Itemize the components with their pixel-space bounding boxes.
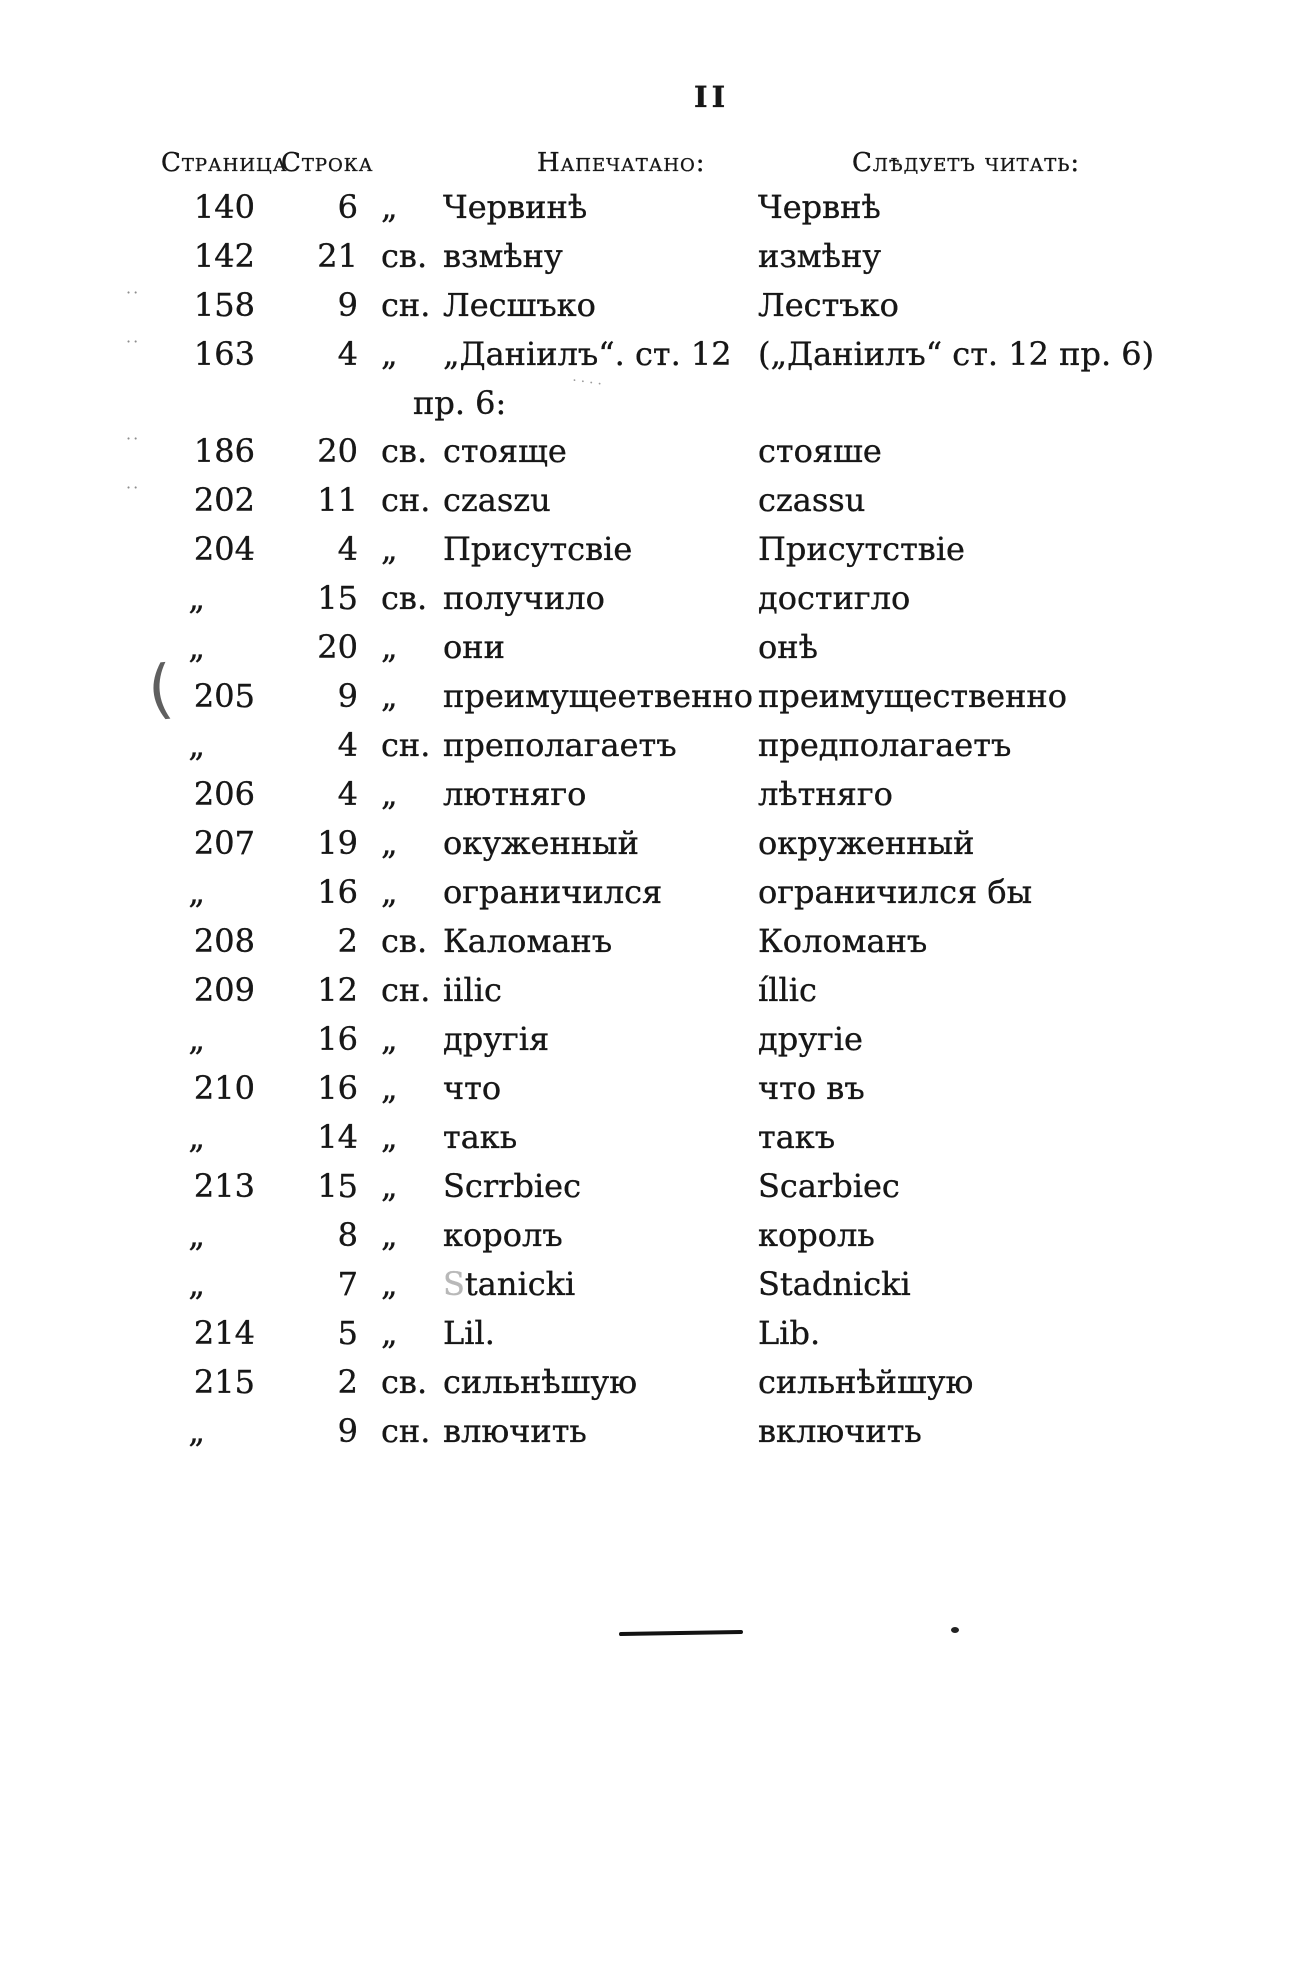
correct-text-cell: Stadnicki	[758, 1265, 911, 1303]
page-number-cell: 205	[193, 677, 255, 715]
correct-text-cell: („Даніилъ“ ст. 12 пр. 6)	[758, 335, 1155, 373]
line-number-cell: 2	[337, 1363, 358, 1401]
pencil-bracket-mark: (	[144, 652, 177, 728]
line-position-cell: сн.	[381, 481, 431, 519]
printed-text-cell: Scrrbiec	[443, 1167, 582, 1205]
line-position-cell: сн.	[381, 971, 431, 1009]
errata-row	[0, 623, 1308, 672]
correct-text-cell: включить	[758, 1412, 922, 1450]
printed-text-cell: что	[443, 1069, 502, 1107]
errata-row	[0, 1309, 1308, 1358]
printed-text-cell: влючить	[443, 1412, 587, 1450]
correct-text-cell: ограничился бы	[758, 873, 1033, 911]
errata-row	[0, 183, 1308, 232]
line-number-cell: 16	[317, 1069, 358, 1107]
line-position-cell: „	[381, 628, 398, 666]
correct-text-cell: измѣну	[758, 237, 882, 275]
line-number-cell: 4	[337, 775, 358, 813]
printed-text-cell: другія	[443, 1020, 550, 1058]
line-number-cell: 20	[317, 432, 358, 470]
line-number-cell: 15	[317, 579, 358, 617]
errata-row	[0, 330, 1308, 427]
correct-text-cell: Коломанъ	[758, 922, 928, 960]
page-number-cell: „	[188, 1412, 205, 1450]
correct-text-cell: такъ	[758, 1118, 836, 1156]
page-number: II	[694, 80, 730, 114]
line-position-cell: св.	[381, 579, 428, 617]
errata-row	[0, 652, 1308, 728]
line-position-cell: „	[381, 1216, 398, 1254]
line-number-cell: 4	[337, 726, 358, 764]
printed-text-cell: лютняго	[443, 775, 587, 813]
correct-text-cell: другіе	[758, 1020, 863, 1058]
errata-row	[0, 917, 1308, 966]
printed-text-cell: czaszu	[443, 481, 551, 519]
margin-speck: ··	[126, 429, 141, 448]
errata-row	[0, 232, 1308, 281]
printed-text-cell: Лесшъко	[443, 286, 596, 324]
errata-row	[0, 476, 1308, 525]
errata-row	[0, 770, 1308, 819]
correct-text-cell: czassu	[758, 481, 866, 519]
column-header-page: Страница	[161, 148, 288, 178]
errata-row	[0, 868, 1308, 917]
correct-text-cell: онѣ	[758, 628, 818, 666]
correct-text-cell: преимущественно	[758, 677, 1067, 715]
errata-table	[0, 183, 1308, 1456]
line-number-cell: 2	[337, 922, 358, 960]
end-rule	[619, 1630, 743, 1636]
errata-row	[0, 281, 1308, 330]
line-number-cell: 5	[337, 1314, 358, 1352]
correct-text-cell: достигло	[758, 579, 911, 617]
page-number-cell: 163	[193, 335, 255, 373]
errata-row	[0, 1113, 1308, 1162]
line-position-cell: „	[381, 335, 398, 373]
printed-text-cell: „Даніилъ“. ст. 12	[443, 335, 732, 373]
line-number-cell: 11	[317, 481, 358, 519]
line-position-cell: „	[381, 530, 398, 568]
correct-text-cell: íllic	[758, 971, 817, 1009]
line-position-cell: „	[381, 824, 398, 862]
page-number-cell: 209	[193, 971, 255, 1009]
line-number-cell: 12	[317, 971, 358, 1009]
correct-text-cell: Червнѣ	[758, 188, 881, 226]
line-number-cell: 6	[337, 188, 358, 226]
correct-text-cell: сильнѣйшую	[758, 1363, 974, 1401]
printed-text-cell: стояще	[443, 432, 567, 470]
printed-text-cell: Stanicki	[443, 1265, 576, 1303]
errata-row	[0, 1015, 1308, 1064]
page-number-cell: 214	[193, 1314, 255, 1352]
line-position-cell: „	[381, 1314, 398, 1352]
page-number-cell: „	[188, 726, 205, 764]
line-number-cell: 9	[337, 1412, 358, 1450]
line-position-cell: св.	[381, 237, 428, 275]
printed-text-cell: iilic	[443, 971, 502, 1009]
page-number-cell: 208	[193, 922, 255, 960]
column-header-correct: Слѣдуетъ читать:	[852, 148, 1081, 178]
errata-row	[0, 525, 1308, 574]
errata-row	[0, 966, 1308, 1015]
pencil-smudge: ····	[571, 372, 607, 394]
page-number-cell: 207	[193, 824, 255, 862]
line-position-cell: св.	[381, 1363, 428, 1401]
errata-row	[0, 1211, 1308, 1260]
page-number-cell: 142	[193, 237, 255, 275]
correct-text-cell: стояше	[758, 432, 882, 470]
page-number-cell: „	[188, 1216, 205, 1254]
line-position-cell: „	[381, 1118, 398, 1156]
page-number-cell: „	[188, 1118, 205, 1156]
margin-speck: ··	[126, 478, 141, 497]
page-number-cell: „	[188, 1020, 205, 1058]
column-header-printed: Напечатано:	[537, 148, 706, 178]
line-number-cell: 16	[317, 873, 358, 911]
damaged-letter: S	[443, 1265, 465, 1303]
printed-text-cell: Lil.	[443, 1314, 495, 1352]
errata-row	[0, 1064, 1308, 1113]
errata-row	[0, 574, 1308, 623]
line-position-cell: „	[381, 1069, 398, 1107]
line-number-cell: 4	[337, 530, 358, 568]
line-position-cell: св.	[381, 922, 428, 960]
line-position-cell: „	[381, 677, 398, 715]
correct-text-cell: Лестъко	[758, 286, 899, 324]
line-position-cell: сн.	[381, 286, 431, 324]
printed-text-cell: такь	[443, 1118, 518, 1156]
errata-row	[0, 1260, 1308, 1309]
correct-text-cell: что въ	[758, 1069, 865, 1107]
line-number-cell: 9	[337, 677, 358, 715]
printed-text-cell: они	[443, 628, 505, 666]
line-position-cell: „	[381, 1167, 398, 1205]
printed-text-cell: Каломанъ	[443, 922, 613, 960]
page-number-cell: „	[188, 579, 205, 617]
correct-text-cell: король	[758, 1216, 875, 1254]
printed-text-cell: ограничился	[443, 873, 663, 911]
page-number-cell: „	[188, 873, 205, 911]
line-number-cell: 15	[317, 1167, 358, 1205]
page-number-cell: „	[188, 1265, 205, 1303]
printed-text-cell: Присутсвіе	[443, 530, 633, 568]
page-number-cell: 140	[193, 188, 255, 226]
line-number-cell: 16	[317, 1020, 358, 1058]
line-number-cell: 14	[317, 1118, 358, 1156]
correct-text-cell: Scarbiec	[758, 1167, 900, 1205]
line-position-cell: „	[381, 775, 398, 813]
page-number-cell: 213	[193, 1167, 255, 1205]
page-number-cell: 202	[193, 481, 255, 519]
margin-speck: ··	[126, 332, 141, 351]
errata-row	[0, 819, 1308, 868]
line-number-cell: 21	[317, 237, 358, 275]
page-number-cell: 210	[193, 1069, 255, 1107]
margin-speck: ··	[126, 283, 141, 302]
line-position-cell: „	[381, 873, 398, 911]
page-number-cell: 158	[193, 286, 255, 324]
line-position-cell: „	[381, 1265, 398, 1303]
line-number-cell: 4	[337, 335, 358, 373]
correct-text-cell: окруженный	[758, 824, 975, 862]
line-number-cell: 19	[317, 824, 358, 862]
printed-text-cell: Червинѣ	[443, 188, 588, 226]
errata-row	[0, 721, 1308, 770]
page-number-cell: „	[188, 628, 205, 666]
printed-text-cell: преимущеетвенно	[443, 677, 753, 715]
correct-text-cell: лѣтняго	[758, 775, 893, 813]
printed-text-cell: окуженный	[443, 824, 639, 862]
printed-text-continuation: пр. 6:	[413, 384, 507, 422]
page-number-cell: 215	[193, 1363, 255, 1401]
line-number-cell: 7	[337, 1265, 358, 1303]
page-number-cell: 186	[193, 432, 255, 470]
line-number-cell: 20	[317, 628, 358, 666]
printed-text-cell: взмѣну	[443, 237, 563, 275]
correct-text-cell: Lib.	[758, 1314, 821, 1352]
line-position-cell: „	[381, 188, 398, 226]
errata-row	[0, 427, 1308, 476]
line-position-cell: сн.	[381, 726, 431, 764]
printed-text-cell: королъ	[443, 1216, 563, 1254]
correct-text-cell: Присутствіе	[758, 530, 965, 568]
page-number-cell: 206	[193, 775, 255, 813]
errata-row	[0, 1407, 1308, 1456]
line-position-cell: сн.	[381, 1412, 431, 1450]
line-number-cell: 8	[337, 1216, 358, 1254]
line-position-cell: св.	[381, 432, 428, 470]
printed-text-cell: получило	[443, 579, 605, 617]
line-position-cell: „	[381, 1020, 398, 1058]
ink-speck	[951, 1627, 959, 1633]
errata-row	[0, 1358, 1308, 1407]
line-number-cell: 9	[337, 286, 358, 324]
errata-row	[0, 1162, 1308, 1211]
column-header-line: Строка	[281, 148, 374, 178]
printed-text-cell: преполагаетъ	[443, 726, 677, 764]
page-number-cell: 204	[193, 530, 255, 568]
correct-text-cell: предполагаетъ	[758, 726, 1012, 764]
printed-text-cell: сильнѣшую	[443, 1363, 638, 1401]
